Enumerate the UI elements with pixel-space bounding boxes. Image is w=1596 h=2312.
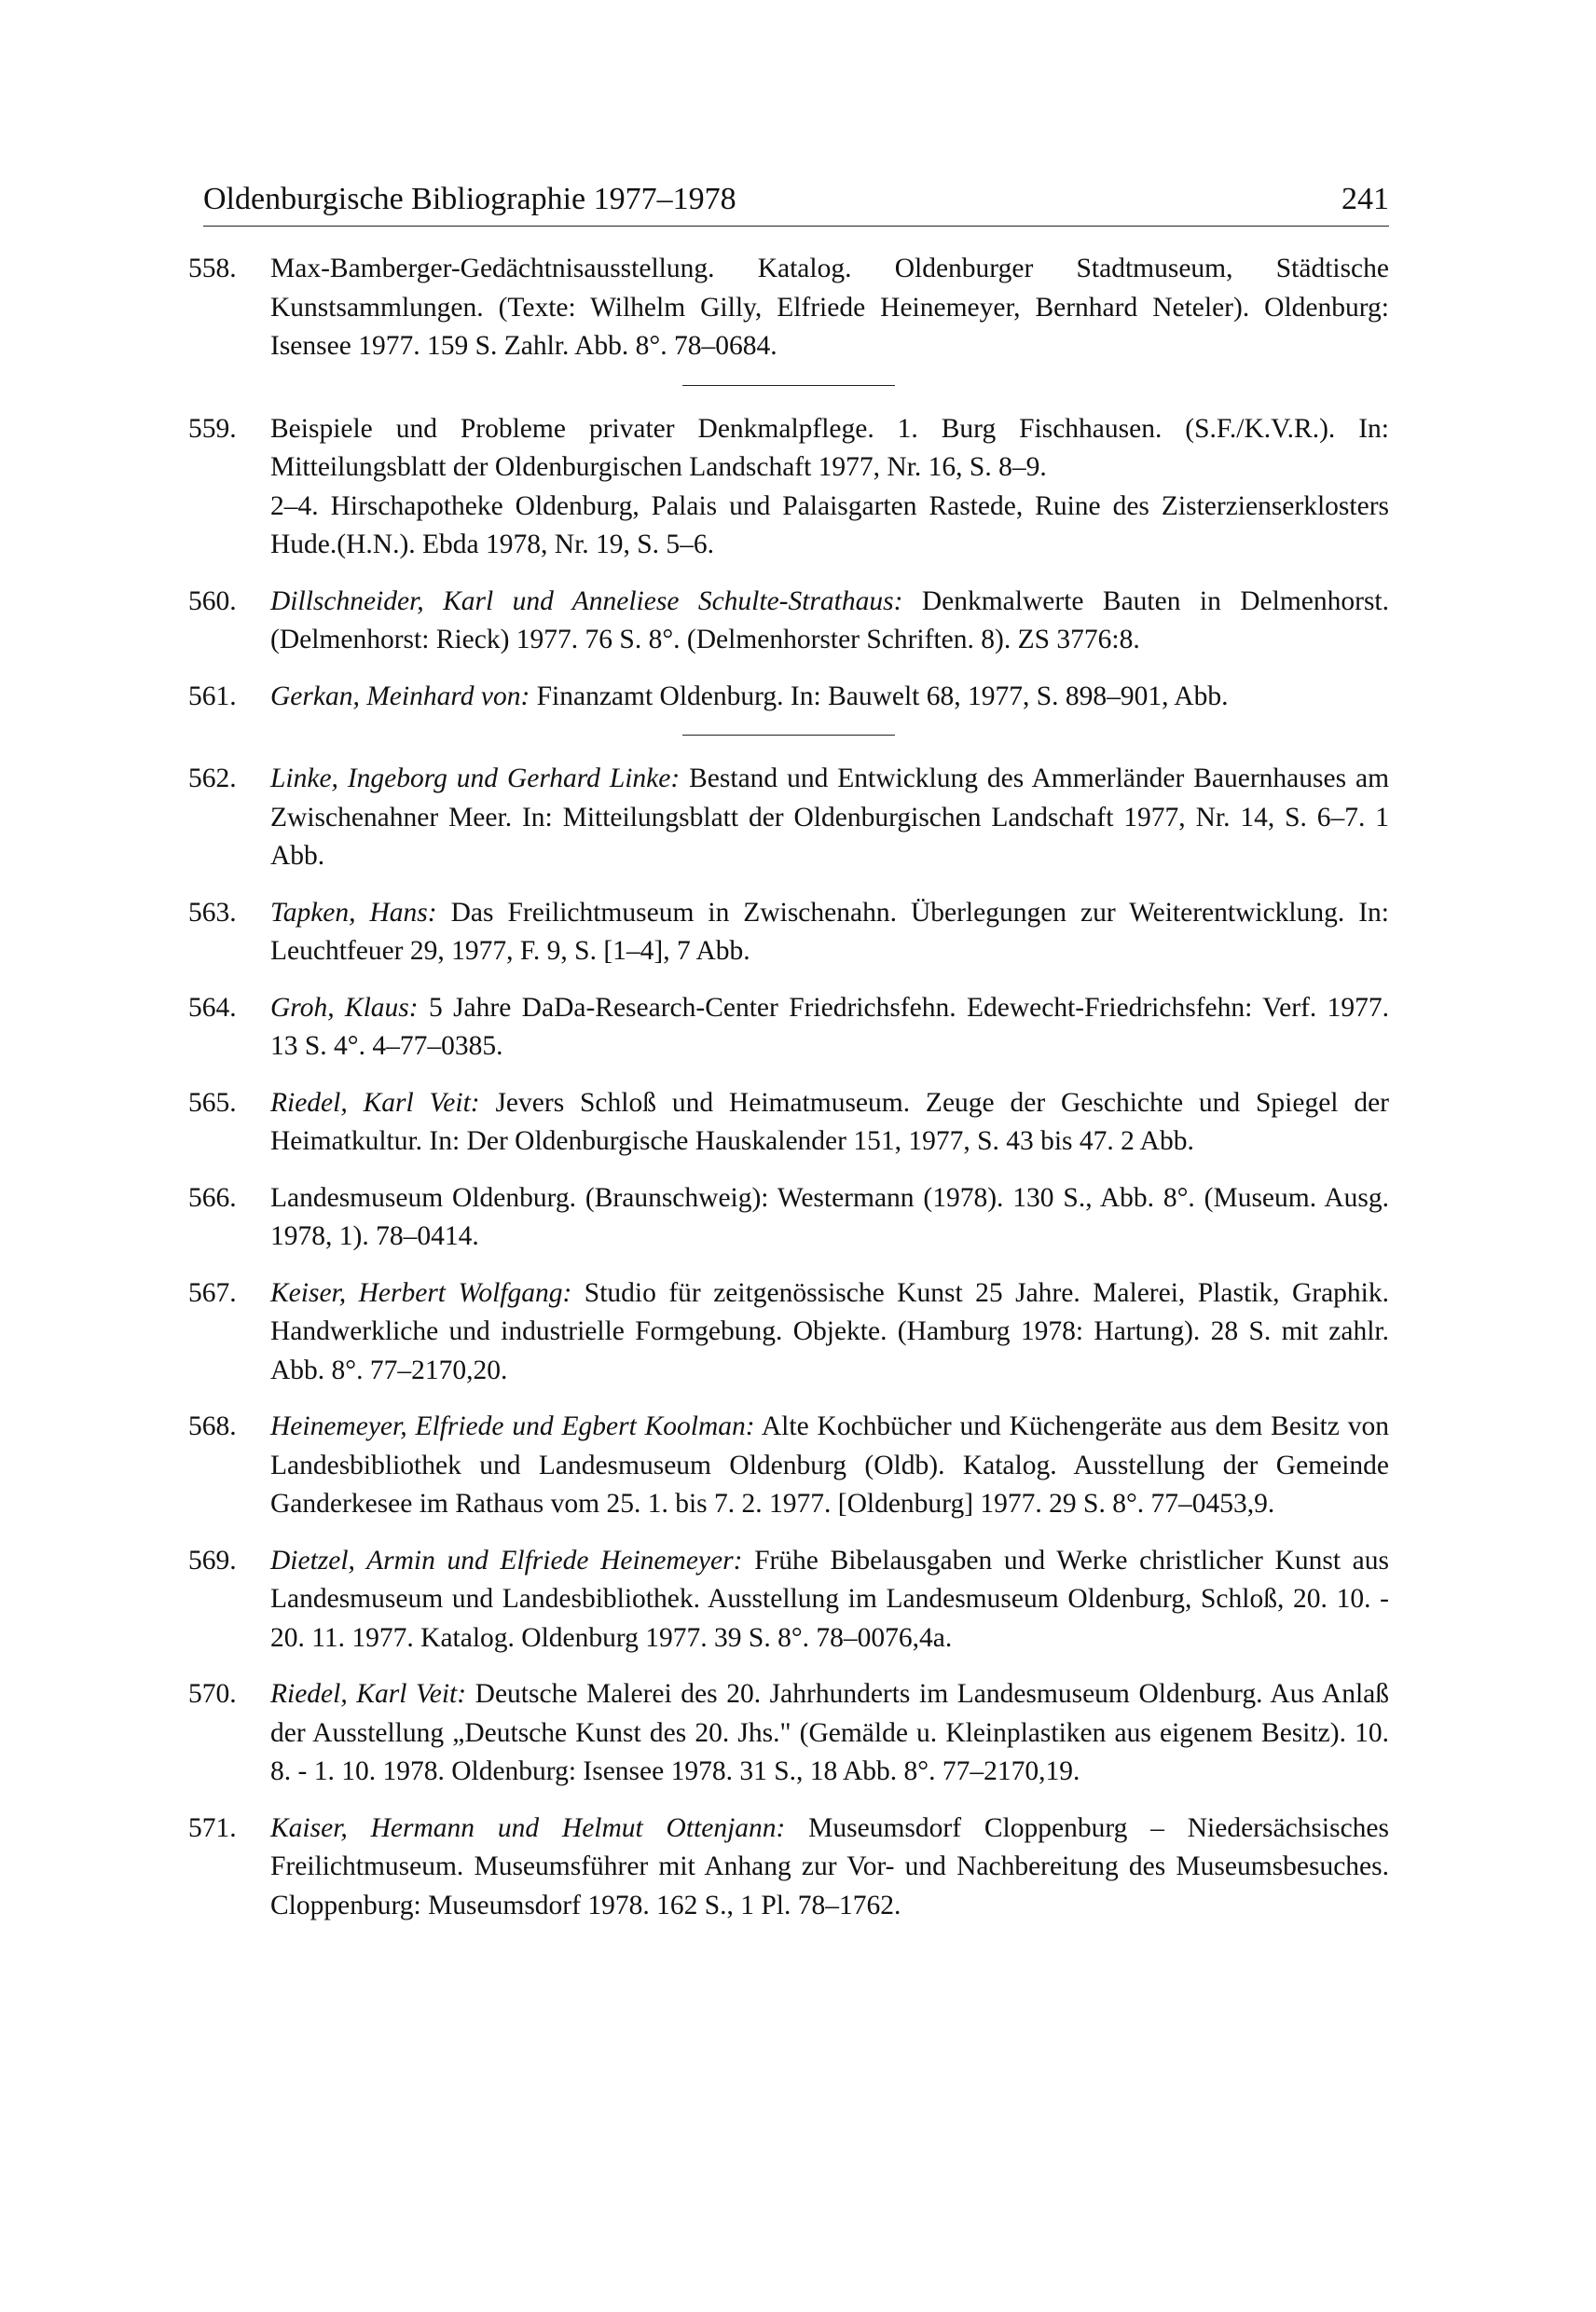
entry-continuation: 2–4. Hirschapotheke Oldenburg, Palais und Palaisgarten Rastede, Ruine des Zisterzienserklosters Hude.(H.N.). Ebda 1978, Nr. 19, S. 5–6.	[270, 490, 1389, 559]
header-title: Oldenburgische Bibliographie 1977–1978	[203, 182, 736, 216]
bibliography-entry-565	[188, 1084, 1390, 1162]
entry-number: 569.	[188, 1545, 237, 1576]
entry-text: Beispiele und Probleme privater Denkmalpflege. 1. Burg Fischhausen. (S.F./K.V.R.). In: Mitteilungsblatt der Oldenburgischen Landschaft 1977, Nr. 16, S. 8–9.	[270, 413, 1389, 482]
page-number: 241	[1341, 182, 1389, 216]
bibliography-entry-567	[188, 1274, 1389, 1391]
entry-text: Bestand und Entwicklung des Ammerländer Bauernhauses am Zwischenahner Meer. In: Mitteilungsblatt der Oldenburgischen Landschaft 1977, Nr. 14, S. 6–7. 1 Abb.	[270, 764, 1390, 871]
section-separator	[682, 735, 895, 736]
entry-text: Studio für zeitgenössische Kunst 25 Jahre. Malerei, Plastik, Graphik. Handwerkliche und industrielle Formgebung. Objekte. (Hamburg 1978: Hartung). 28 S. mit zahlr. Abb. 8°. 77–2170,20.	[270, 1277, 1389, 1385]
entry-text: Frühe Bibelausgaben und Werke christlicher Kunst aus Landesmuseum und Landesbibliothek. Ausstellung im Landesmuseum Oldenburg, Schloß, 20. 10. - 20. 11. 1977. Katalog. Oldenburg 1977. 39 S. 8°. 78–0076,4a.	[270, 1545, 1390, 1653]
entry-author: Tapken, Hans:	[270, 897, 437, 928]
entry-text: Finanzamt Oldenburg. In: Bauwelt 68, 1977, S. 898–901, Abb.	[536, 681, 1229, 711]
entry-text: Deutsche Malerei des 20. Jahrhunderts im Landesmuseum Oldenburg. Aus Anlaß der Ausstellung „Deutsche Kunst des 20. Jhs." (Gemälde u. Kleinplastiken aus eigenem Besitz). 10. 8. - 1. 10. 1978. Oldenburg: Isensee 1978. 31 S., 18 Abb. 8°. 77–2170,19.	[270, 1679, 1390, 1786]
running-header	[203, 175, 1389, 224]
entry-number: 570.	[188, 1679, 237, 1709]
entry-number: 563.	[188, 897, 237, 928]
bibliography-entry-563	[188, 894, 1390, 971]
entry-author: Dietzel, Armin und Elfriede Heinemeyer:	[270, 1545, 743, 1576]
entry-number: 571.	[188, 1812, 237, 1843]
entry-text: Jevers Schloß und Heimatmuseum. Zeuge der Geschichte und Spiegel der Heimatkultur. In: Der Oldenburgische Hauskalender 151, 1977, S. 43 bis 47. 2 Abb.	[270, 1087, 1390, 1156]
entry-author: Groh, Klaus:	[270, 992, 419, 1023]
entry-number: 561.	[188, 681, 237, 711]
bibliography-entry-569	[188, 1542, 1390, 1658]
entry-text: Alte Kochbücher und Küchengeräte aus dem Besitz von Landesbibliothek und Landesmuseum Oldenburg (Oldb). Katalog. Ausstellung der Gemeinde Ganderkesee im Rathaus vom 25. 1. bis 7. 2. 1977. [Oldenburg] 1977. 29 S. 8°. 77–0453,9.	[270, 1411, 1390, 1519]
entry-number: 559.	[188, 413, 237, 444]
bibliography-list	[188, 250, 1390, 1943]
bibliography-entry-560	[188, 583, 1389, 660]
entry-number: 566.	[188, 1182, 237, 1213]
bibliography-entry-570	[188, 1675, 1390, 1792]
entry-number: 567.	[188, 1277, 237, 1308]
entry-number: 565.	[188, 1087, 237, 1118]
bibliography-entry-564	[188, 989, 1390, 1067]
entry-author: Riedel, Karl Veit:	[270, 1087, 480, 1118]
entry-author: Keiser, Herbert Wolfgang:	[270, 1277, 572, 1308]
entry-number: 562.	[188, 764, 237, 793]
entry-text: Museumsdorf Cloppenburg – Niedersächsisches Freilichtmuseum. Museumsführer mit Anhang zur Vor- und Nachbereitung des Museumsbesuches. Cloppenburg: Museumsdorf 1978. 162 S., 1 Pl. 78–1762.	[270, 1812, 1389, 1920]
entry-author: Riedel, Karl Veit:	[270, 1679, 467, 1709]
bibliography-entry-571	[188, 1810, 1389, 1926]
section-separator	[682, 385, 895, 386]
entry-author: Linke, Ingeborg und Gerhard Linke:	[270, 764, 681, 793]
entry-author: Gerkan, Meinhard von:	[270, 681, 530, 711]
bibliography-entry-566	[188, 1179, 1389, 1257]
bibliography-entry-561	[188, 678, 1389, 717]
entry-number: 558.	[188, 254, 237, 283]
bibliography-entry-568	[188, 1408, 1390, 1524]
entry-author: Heinemeyer, Elfriede und Egbert Koolman:	[270, 1411, 755, 1441]
bibliography-entry-558	[188, 250, 1389, 366]
entry-text: 5 Jahre DaDa-Research-Center Friedrichsfehn. Edewecht-Friedrichsfehn: Verf. 1977. 13 S. 4°. 4–77–0385.	[270, 992, 1390, 1061]
entry-text: Das Freilichtmuseum in Zwischenahn. Überlegungen zur Weiterentwicklung. In: Leuchtfeuer 29, 1977, F. 9, S. [1–4], 7 Abb.	[270, 897, 1390, 966]
entry-number: 564.	[188, 992, 237, 1023]
bibliography-entry-559	[188, 410, 1389, 565]
entry-author: Kaiser, Hermann und Helmut Ottenjann:	[270, 1812, 786, 1843]
entry-text: Landesmuseum Oldenburg. (Braunschweig): Westermann (1978). 130 S., Abb. 8°. (Museum. Ausg. 1978, 1). 78–0414.	[270, 1182, 1389, 1251]
header-rule	[203, 226, 1389, 227]
entry-number: 560.	[188, 585, 237, 616]
bibliography-entry-562	[188, 760, 1390, 876]
entry-text: Denkmalwerte Bauten in Delmenhorst. (Delmenhorst: Rieck) 1977. 76 S. 8°. (Delmenhorster Schriften. 8). ZS 3776:8.	[270, 585, 1389, 654]
entry-text: Max-Bamberger-Gedächtnisausstellung. Katalog. Oldenburger Stadtmuseum, Städtische Kunstsammlungen. (Texte: Wilhelm Gilly, Elfriede Heinemeyer, Bernhard Neteler). Oldenburg: Isensee 1977. 159 S. Zahlr. Abb. 8°. 78–0684.	[270, 254, 1389, 361]
entry-number: 568.	[188, 1411, 237, 1441]
entry-author: Dillschneider, Karl und Anneliese Schulte-Strathaus:	[270, 585, 903, 616]
